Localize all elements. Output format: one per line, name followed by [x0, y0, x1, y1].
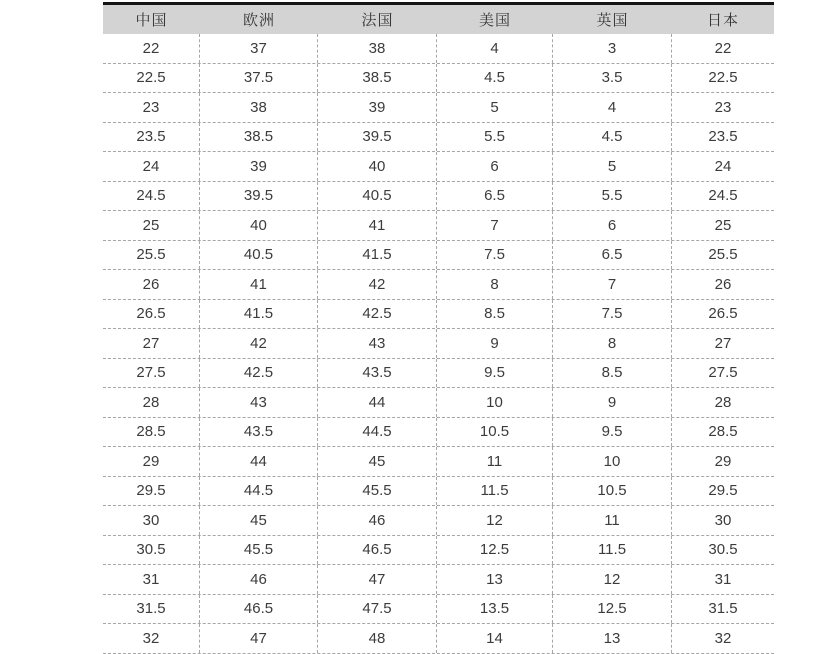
table-cell: 7.5: [553, 300, 672, 329]
table-cell: 45: [200, 506, 318, 535]
table-cell: 27: [103, 329, 200, 358]
table-cell: 43.5: [200, 418, 318, 447]
table-cell: 46.5: [318, 536, 437, 565]
table-cell: 47: [318, 565, 437, 594]
table-cell: 5.5: [437, 123, 553, 152]
table-cell: 30.5: [708, 541, 738, 559]
column-header-france: 法国: [361, 12, 394, 29]
table-row: [103, 152, 774, 182]
table-row: [103, 300, 774, 330]
table-cell: 7: [437, 211, 553, 240]
table-cell: 43: [318, 329, 437, 358]
table-row: [103, 565, 774, 595]
table-cell: 4.5: [553, 123, 672, 152]
table-cell: 8: [437, 270, 553, 299]
table-cell: 3: [553, 34, 672, 63]
table-cell: 28.5: [103, 418, 200, 447]
table-cell: 47.5: [318, 595, 437, 624]
table-cell: 38.5: [318, 64, 437, 93]
table-cell: 32: [714, 629, 732, 647]
table-cell: 6.5: [437, 182, 553, 211]
table-cell: 23.5: [103, 123, 200, 152]
column-header-japan: 日本: [706, 12, 739, 29]
table-cell: 44: [200, 447, 318, 476]
table-cell: 39: [318, 93, 437, 122]
table-cell: 29: [103, 447, 200, 476]
table-cell: 6: [437, 152, 553, 181]
table-cell: 11.5: [553, 536, 672, 565]
table-cell: 12: [437, 506, 553, 535]
table-cell: 47: [200, 624, 318, 653]
table-cell: 31: [714, 570, 732, 588]
table-row: [103, 182, 774, 212]
table-cell: 23.5: [708, 128, 738, 146]
table-cell: 29: [714, 452, 732, 470]
table-cell: 25.5: [708, 246, 738, 264]
table-cell: 14: [437, 624, 553, 653]
table-row: [103, 624, 774, 654]
table-cell: 10.5: [437, 418, 553, 447]
table-cell: 44: [318, 388, 437, 417]
table-cell: 22.5: [103, 64, 200, 93]
table-cell: 29.5: [708, 482, 738, 500]
table-row: [103, 506, 774, 536]
table-cell: 9.5: [553, 418, 672, 447]
table-cell: 43.5: [318, 359, 437, 388]
table-row: [103, 34, 774, 64]
table-cell: 11: [553, 506, 672, 535]
table-cell: 23: [103, 93, 200, 122]
table-cell: 28.5: [708, 423, 738, 441]
table-cell: 22.5: [708, 69, 738, 87]
table-cell: 46.5: [200, 595, 318, 624]
table-header-row: [103, 5, 774, 34]
table-cell: 25: [103, 211, 200, 240]
table-cell: 8.5: [553, 359, 672, 388]
table-cell: 4.5: [437, 64, 553, 93]
table-cell: 13: [437, 565, 553, 594]
table-cell: 39.5: [200, 182, 318, 211]
table-cell: 3.5: [553, 64, 672, 93]
table-cell: 24: [714, 157, 732, 175]
table-cell: 4: [437, 34, 553, 63]
table-cell: 46: [318, 506, 437, 535]
table-cell: 28: [103, 388, 200, 417]
table-cell: 31.5: [708, 600, 738, 618]
table-cell: 42.5: [200, 359, 318, 388]
table-cell: 40: [318, 152, 437, 181]
table-cell: 38.5: [200, 123, 318, 152]
table-cell: 42: [318, 270, 437, 299]
table-row: [103, 64, 774, 94]
table-row: [103, 388, 774, 418]
table-cell: 22: [103, 34, 200, 63]
table-cell: 23: [714, 98, 732, 116]
table-row: [103, 447, 774, 477]
table-cell: 12.5: [437, 536, 553, 565]
table-cell: 38: [200, 93, 318, 122]
column-header-usa: 美国: [478, 12, 511, 29]
table-cell: 25: [714, 216, 732, 234]
table-cell: 6: [553, 211, 672, 240]
table-cell: 22: [714, 39, 732, 57]
table-cell: 7: [553, 270, 672, 299]
table-cell: 41.5: [318, 241, 437, 270]
table-cell: 10: [553, 447, 672, 476]
table-cell: 44.5: [318, 418, 437, 447]
table-cell: 37.5: [200, 64, 318, 93]
column-header-china: 中国: [135, 12, 168, 29]
table-cell: 7.5: [437, 241, 553, 270]
table-cell: 40.5: [318, 182, 437, 211]
table-cell: 41: [318, 211, 437, 240]
table-cell: 42.5: [318, 300, 437, 329]
table-cell: 5: [553, 152, 672, 181]
table-cell: 9: [553, 388, 672, 417]
column-header-europe: 欧洲: [242, 12, 275, 29]
table-cell: 25.5: [103, 241, 200, 270]
table-cell: 29.5: [103, 477, 200, 506]
table-cell: 30: [103, 506, 200, 535]
table-cell: 10.5: [553, 477, 672, 506]
table-cell: 42: [200, 329, 318, 358]
table-cell: 10: [437, 388, 553, 417]
table-cell: 32: [103, 624, 200, 653]
table-cell: 30: [714, 511, 732, 529]
table-cell: 41.5: [200, 300, 318, 329]
table-cell: 46: [200, 565, 318, 594]
table-cell: 44.5: [200, 477, 318, 506]
table-row: [103, 329, 774, 359]
table-cell: 30.5: [103, 536, 200, 565]
table-cell: 45.5: [200, 536, 318, 565]
table-cell: 11: [437, 447, 553, 476]
table-row: [103, 595, 774, 625]
table-cell: 41: [200, 270, 318, 299]
table-cell: 5.5: [553, 182, 672, 211]
table-row: [103, 477, 774, 507]
table-cell: 28: [714, 393, 732, 411]
table-cell: 8: [553, 329, 672, 358]
table-row: [103, 93, 774, 123]
table-cell: 45: [318, 447, 437, 476]
table-cell: 37: [200, 34, 318, 63]
table-cell: 45.5: [318, 477, 437, 506]
table-cell: 24: [103, 152, 200, 181]
table-cell: 27.5: [708, 364, 738, 382]
table-cell: 9.5: [437, 359, 553, 388]
table-cell: 31.5: [103, 595, 200, 624]
table-cell: 38: [318, 34, 437, 63]
table-row: [103, 359, 774, 389]
table-cell: 6.5: [553, 241, 672, 270]
table-cell: 26.5: [103, 300, 200, 329]
table-cell: 43: [200, 388, 318, 417]
table-row: [103, 241, 774, 271]
table-cell: 26: [103, 270, 200, 299]
table-cell: 13.5: [437, 595, 553, 624]
table-cell: 4: [553, 93, 672, 122]
table-cell: 31: [103, 565, 200, 594]
table-cell: 5: [437, 93, 553, 122]
table-cell: 9: [437, 329, 553, 358]
table-row: [103, 418, 774, 448]
table-cell: 40: [200, 211, 318, 240]
table-cell: 26: [714, 275, 732, 293]
table-row: [103, 211, 774, 241]
table-cell: 27: [714, 334, 732, 352]
table-cell: 26.5: [708, 305, 738, 323]
table-row: [103, 270, 774, 300]
table-cell: 24.5: [708, 187, 738, 205]
table-row: [103, 536, 774, 566]
table-cell: 27.5: [103, 359, 200, 388]
table-body: [103, 34, 774, 654]
table-cell: 39: [200, 152, 318, 181]
table-cell: 48: [318, 624, 437, 653]
shoe-size-conversion-table: [103, 2, 774, 654]
table-cell: 12: [553, 565, 672, 594]
column-header-uk: 英国: [596, 12, 629, 29]
table-cell: 40.5: [200, 241, 318, 270]
table-row: [103, 123, 774, 153]
table-cell: 8.5: [437, 300, 553, 329]
table-cell: 13: [553, 624, 672, 653]
table-cell: 12.5: [553, 595, 672, 624]
table-cell: 11.5: [437, 477, 553, 506]
table-cell: 24.5: [103, 182, 200, 211]
table-cell: 39.5: [318, 123, 437, 152]
